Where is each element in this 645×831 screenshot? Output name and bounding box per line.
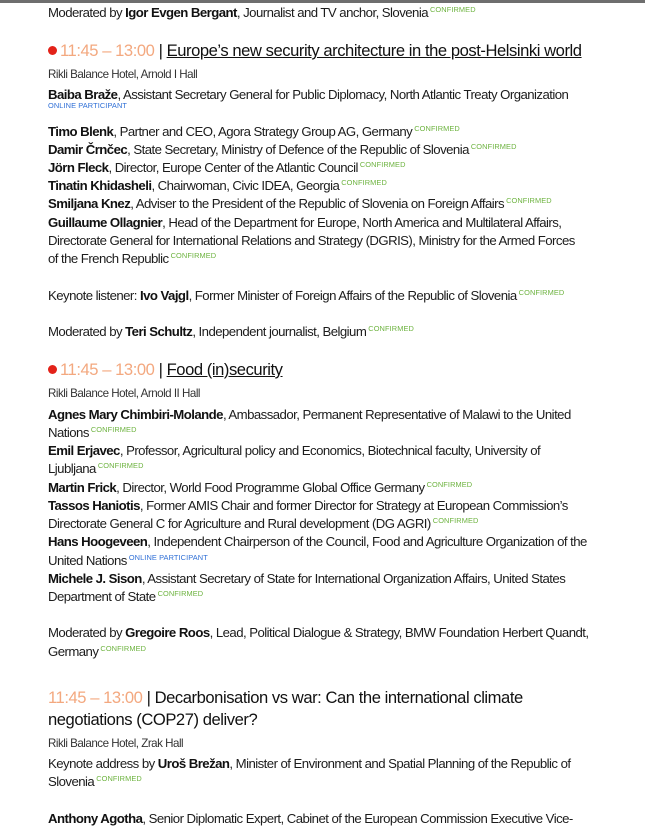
moderator-line: [48, 323, 414, 341]
session-venue: Rikli Balance Hotel, Arnold I Hall: [48, 68, 198, 81]
speaker-line: [48, 159, 406, 177]
page-top-border: [0, 0, 645, 3]
speaker-line-continued: [48, 515, 478, 533]
speaker-description: , Assistant Secretary General for Public Diplomacy, North Atlantic Treaty Organization: [117, 87, 569, 102]
speaker-name: Agnes Mary Chimbiri-Molande: [48, 407, 223, 422]
keynote-description-continued: Slovenia: [48, 774, 95, 789]
speaker-name: Michele J. Sison: [48, 571, 142, 586]
speaker-line: [48, 442, 540, 460]
session-time: 11:45 – 13:00: [60, 360, 155, 379]
speaker-name: Smiljana Knez: [48, 196, 131, 211]
session-title-link[interactable]: Food (in)security: [166, 360, 283, 379]
online-participant-badge: ONLINE PARTICIPANT: [128, 553, 208, 562]
confirmed-badge: CONFIRMED: [90, 425, 137, 434]
session-time: 11:45 – 13:00: [48, 688, 143, 707]
confirmed-badge: CONFIRMED: [157, 589, 204, 598]
speaker-line-continued: [48, 552, 208, 570]
moderator-prefix: Moderated by: [48, 5, 126, 20]
live-dot-icon: [48, 365, 57, 374]
speaker-name: Tinatin Khidasheli: [48, 178, 152, 193]
session-header-climate: [48, 687, 523, 709]
confirmed-badge: CONFIRMED: [506, 196, 552, 205]
confirmed-badge: CONFIRMED: [97, 461, 144, 470]
moderator-prefix: Moderated by: [48, 324, 126, 339]
keynote-line-continued: [48, 773, 142, 791]
confirmed-badge: CONFIRMED: [341, 178, 387, 187]
keynote-description: , Minister of Environment and Spatial Planning of the Republic of: [229, 756, 571, 771]
speaker-line: [48, 406, 571, 424]
speaker-line: [48, 479, 472, 497]
confirmed-badge: CONFIRMED: [430, 5, 476, 14]
speaker-description: , State Secretary, Ministry of Defence of the Republic of Slovenia: [127, 142, 469, 157]
speaker-name: Guillaume Ollagnier: [48, 215, 163, 230]
speaker-name: Damir Črnčec: [48, 142, 128, 157]
speaker-description-continued: United Nations: [48, 553, 127, 568]
speaker-line: [48, 123, 460, 141]
confirmed-badge: CONFIRMED: [432, 516, 479, 525]
speaker-description: , Adviser to the President of the Republic of Slovenia on Foreign Affairs: [130, 196, 505, 211]
speaker-line-continued: [48, 250, 216, 268]
speaker-description: , Director, World Food Programme Global Office Germany: [116, 480, 425, 495]
keynote-name: Uroš Brežan: [157, 756, 230, 771]
confirmed-badge: CONFIRMED: [368, 324, 414, 333]
session-separator: |: [154, 41, 167, 60]
speaker-description: , Former AMIS Chair and former Director for Strategy at European Commission’s: [139, 498, 568, 513]
moderator-name: Igor Evgen Bergant: [125, 5, 237, 20]
moderator-name: Gregoire Roos: [125, 625, 210, 640]
keynote-name: Ivo Vajgl: [140, 288, 189, 303]
confirmed-badge: CONFIRMED: [470, 142, 517, 151]
moderator-description-continued: Germany: [48, 644, 99, 659]
speaker-name: Jörn Fleck: [48, 160, 109, 175]
speaker-line: [48, 195, 552, 213]
session-separator: |: [154, 360, 167, 379]
speaker-description: , Professor, Agricultural policy and Economics, Biotechnical faculty, University of: [119, 443, 541, 458]
speaker-line: [48, 533, 587, 551]
speaker-line: [48, 570, 565, 588]
keynote-listener-line: [48, 287, 564, 305]
speaker-description-continued: Nations: [48, 425, 89, 440]
session-header-food: [48, 359, 283, 381]
speaker-description: , Assistant Secretary of State for International Organization Affairs, United States: [141, 571, 566, 586]
speaker-name: Timo Blenk: [48, 124, 114, 139]
session-separator: |: [142, 688, 155, 707]
speaker-description-continued: Ljubljana: [48, 461, 96, 476]
speaker-line: [48, 177, 387, 195]
speaker-description: , Head of the Department for Europe, North America and Multilateral Affairs,: [162, 215, 562, 230]
speaker-description-continued: Directorate General for International Relations and Strategy (DGRIS), Ministry for the Armed Forces: [48, 233, 575, 248]
speaker-description: , Independent Chairperson of the Council, Food and Agriculture Organization of the: [147, 534, 587, 549]
confirmed-badge: CONFIRMED: [170, 251, 217, 260]
moderator-line: [48, 624, 589, 642]
session-title: Decarbonisation vs war: Can the international climate: [154, 688, 523, 707]
speaker-description: , Chairwoman, Civic IDEA, Georgia: [151, 178, 340, 193]
confirmed-badge: CONFIRMED: [518, 288, 565, 297]
session-time: 11:45 – 13:00: [60, 41, 155, 60]
speaker-description: , Senior Diplomatic Expert, Cabinet of the European Commission Executive Vice-: [142, 811, 573, 826]
confirmed-badge: CONFIRMED: [100, 644, 147, 653]
confirmed-badge: CONFIRMED: [426, 480, 473, 489]
speaker-line: [48, 141, 517, 159]
keynote-prefix: Keynote listener:: [48, 288, 140, 303]
session-title: negotiations (COP27) deliver?: [48, 710, 258, 729]
speaker-line: [48, 810, 573, 828]
speaker-description-continued: Department of State: [48, 589, 156, 604]
speaker-name: Tassos Haniotis: [48, 498, 140, 513]
session-title-continued: [48, 709, 257, 731]
speaker-description-continued: of the French Republic: [48, 251, 169, 266]
session-title-link[interactable]: Europe’s new security architecture in the post-Helsinki world: [166, 41, 582, 60]
moderator-description: , Independent journalist, Belgium: [192, 324, 367, 339]
keynote-description: , Former Minister of Foreign Affairs of the Republic of Slovenia: [188, 288, 517, 303]
session-header-security: [48, 40, 582, 62]
moderator-name: Teri Schultz: [125, 324, 193, 339]
speaker-line: [48, 214, 561, 232]
moderator-prefix: Moderated by: [48, 625, 126, 640]
speaker-name: Baiba Braže: [48, 87, 118, 102]
session-venue: Rikli Balance Hotel, Arnold II Hall: [48, 387, 200, 400]
speaker-description-continued: Directorate General C for Agriculture and Rural development (DG AGRI): [48, 516, 431, 531]
speaker-line-continued: [48, 588, 203, 606]
online-participant-badge: ONLINE PARTICIPANT: [48, 101, 128, 110]
moderator-description: , Lead, Political Dialogue & Strategy, BMW Foundation Herbert Quandt,: [209, 625, 589, 640]
live-dot-icon: [48, 46, 57, 55]
keynote-address-line: [48, 755, 570, 773]
confirmed-badge: CONFIRMED: [96, 774, 142, 783]
speaker-name: Anthony Agotha: [48, 811, 143, 826]
speaker-description: , Partner and CEO, Agora Strategy Group AG, Germany: [113, 124, 413, 139]
confirmed-badge: CONFIRMED: [414, 124, 460, 133]
moderator-line-continued: [48, 643, 146, 661]
top-moderator-line: [48, 4, 476, 22]
speaker-description: , Ambassador, Permanent Representative of Malawi to the United: [222, 407, 571, 422]
speaker-line-continued: [48, 424, 137, 442]
speaker-description: , Director, Europe Center of the Atlantic Council: [108, 160, 358, 175]
speaker-line: [48, 497, 568, 515]
speaker-name: Emil Erjavec: [48, 443, 120, 458]
speaker-name: Martin Frick: [48, 480, 117, 495]
keynote-prefix: Keynote address by: [48, 756, 158, 771]
speaker-name: Hans Hoogeveen: [48, 534, 148, 549]
speaker-line-continued: [48, 460, 144, 478]
confirmed-badge: CONFIRMED: [359, 160, 406, 169]
session-venue: Rikli Balance Hotel, Zrak Hall: [48, 737, 184, 750]
moderator-description: , Journalist and TV anchor, Slovenia: [236, 5, 428, 20]
